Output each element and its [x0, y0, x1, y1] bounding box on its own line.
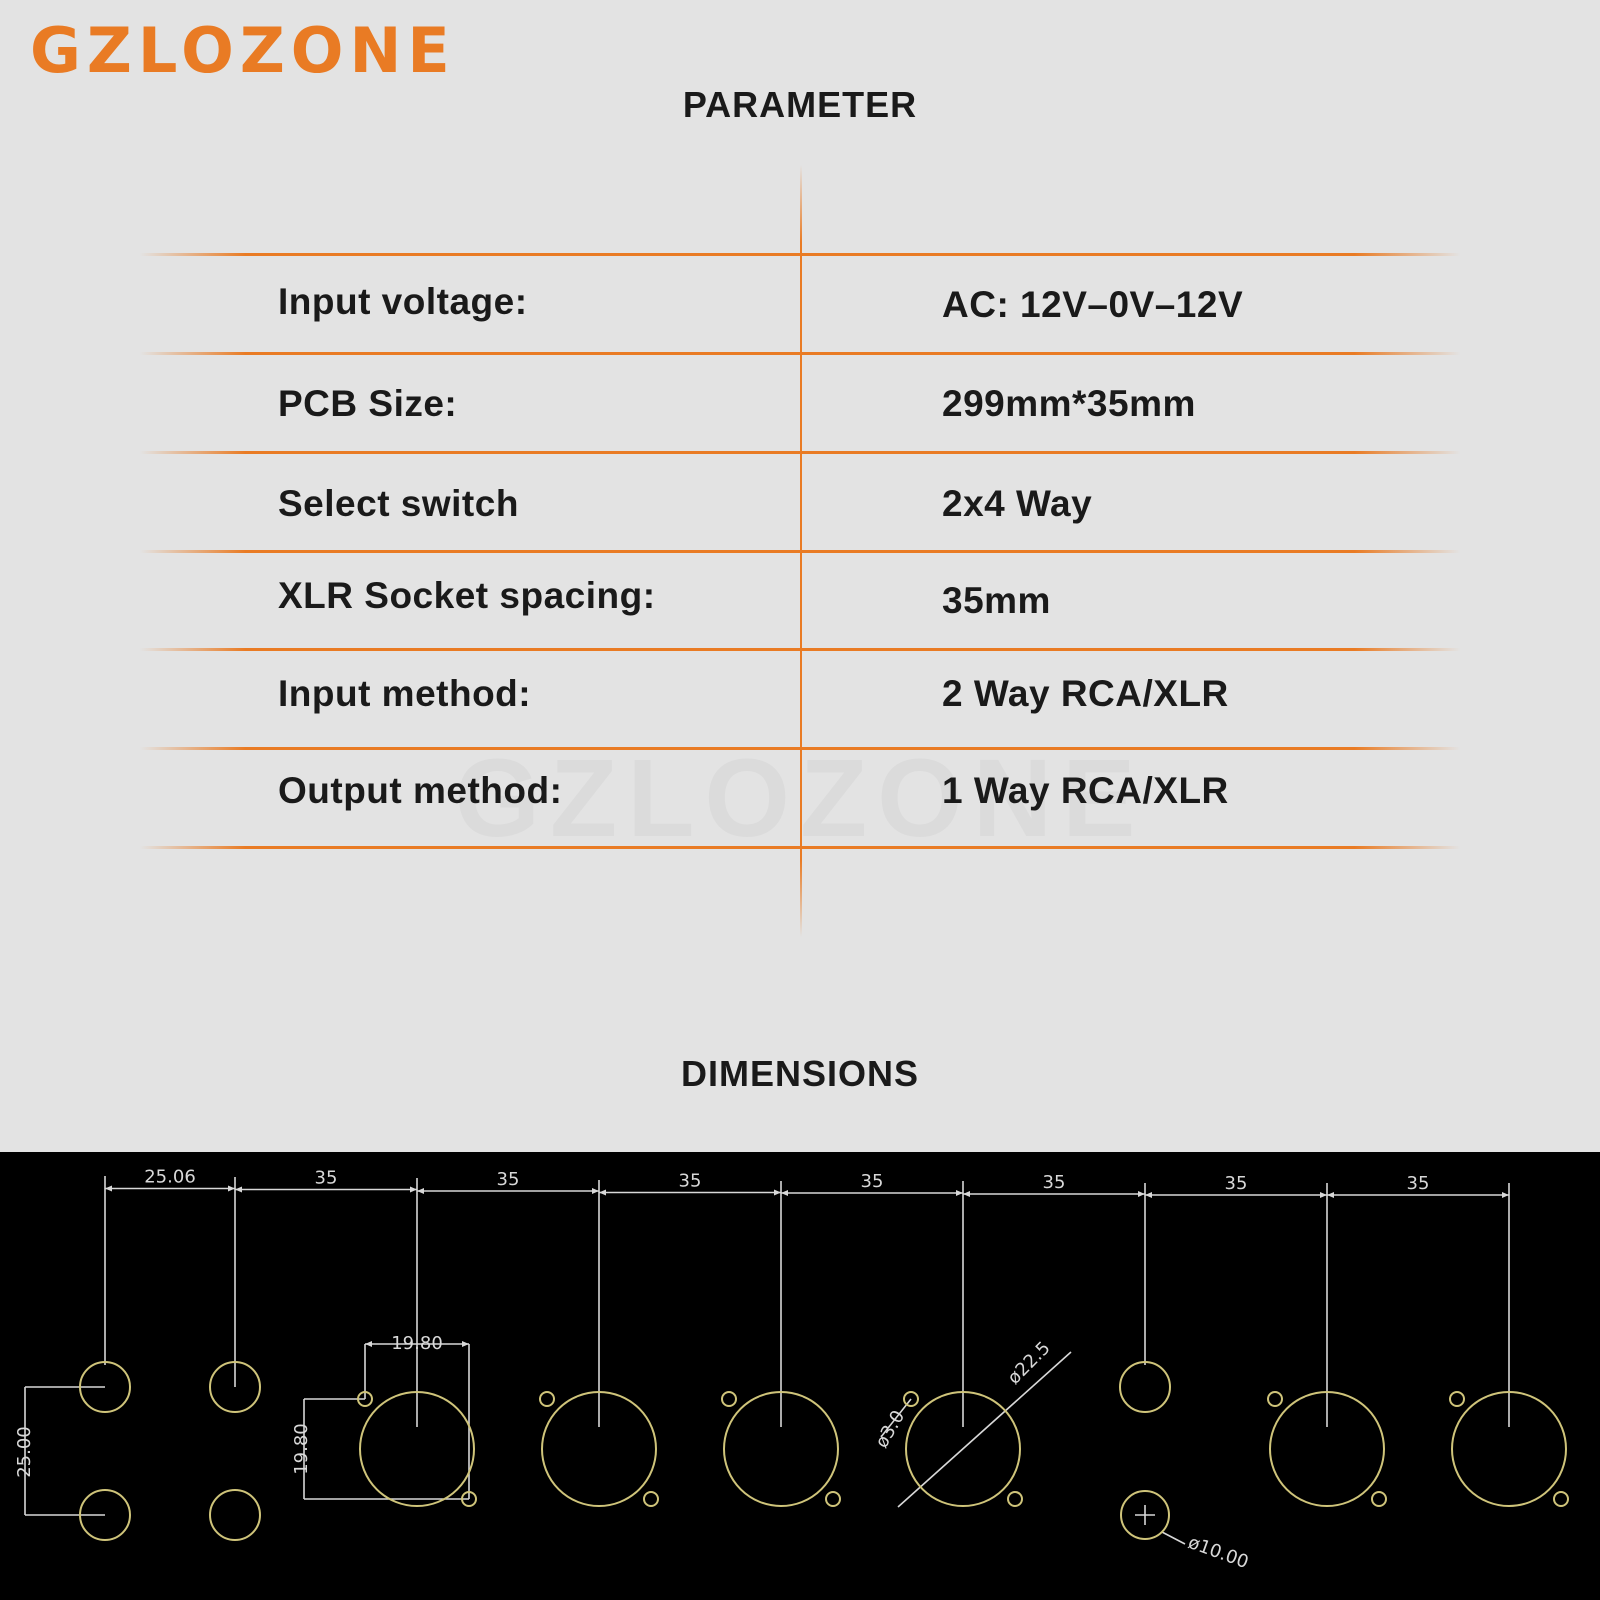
param-label-output-method: Output method: — [278, 770, 563, 811]
dimension-arrow — [592, 1188, 599, 1194]
table-rule — [140, 451, 1460, 454]
param-value-pcb-size: 299mm*35mm — [942, 383, 1196, 424]
param-label-input-voltage: Input voltage: — [278, 281, 528, 322]
dimensions-title: DIMENSIONS — [680, 1053, 920, 1094]
dimension-drawing — [0, 1152, 1600, 1600]
table-rule — [140, 253, 1460, 256]
dimension-drawing-svg — [0, 1152, 1600, 1600]
table-rule — [140, 648, 1460, 651]
param-value-select-switch: 2x4 Way — [942, 483, 1093, 524]
brand-logo: GZLOZONE — [30, 14, 456, 87]
rca-jack-outline — [210, 1490, 260, 1540]
dimension-arrow — [1327, 1192, 1334, 1198]
spacing-label-7: 35 — [1224, 1173, 1248, 1194]
xlr-diameter-label: ø22.5 — [1003, 1337, 1055, 1389]
knob-hole-label: ø10.00 — [1185, 1531, 1252, 1574]
table-rule — [140, 747, 1460, 750]
dimension-arrow — [417, 1188, 424, 1194]
param-value-input-voltage: AC: 12V–0V–12V — [942, 284, 1244, 325]
dimension-arrow — [781, 1190, 788, 1196]
mount-hole-outline — [540, 1392, 554, 1406]
table-rule — [140, 352, 1460, 355]
param-value-input-method: 2 Way RCA/XLR — [942, 673, 1229, 714]
mount-hole-outline — [722, 1392, 736, 1406]
param-value-xlr-spacing: 35mm — [942, 580, 1051, 621]
dimension-arrow — [228, 1186, 235, 1192]
param-label-pcb-size: PCB Size: — [278, 383, 458, 424]
xlr-height-label: 19.80 — [291, 1423, 312, 1475]
spacing-label-3: 35 — [496, 1169, 520, 1190]
diameter-leader-line — [898, 1352, 1071, 1507]
param-value-output-method: 1 Way RCA/XLR — [942, 770, 1229, 811]
dimension-arrow — [1138, 1191, 1145, 1197]
rca-vertical-label: 25.00 — [14, 1426, 35, 1478]
mount-hole-label: ø3.0 — [871, 1406, 910, 1452]
dimension-arrow — [105, 1186, 112, 1192]
mount-hole-outline — [826, 1492, 840, 1506]
dimension-arrow — [956, 1190, 963, 1196]
mount-hole-outline — [1554, 1492, 1568, 1506]
table-rule — [140, 846, 1460, 849]
mount-hole-outline — [1008, 1492, 1022, 1506]
dimension-arrow — [1320, 1192, 1327, 1198]
param-label-input-method: Input method: — [278, 673, 532, 714]
spacing-label-5: 35 — [860, 1171, 884, 1192]
mount-hole-outline — [644, 1492, 658, 1506]
rca-jack-outline — [1120, 1362, 1170, 1412]
xlr-width-label: 19.80 — [391, 1333, 443, 1354]
dimension-arrow — [462, 1341, 469, 1347]
dimension-arrow — [365, 1341, 372, 1347]
spacing-label-2: 35 — [314, 1167, 338, 1189]
spacing-label-1: 25.06 — [144, 1166, 196, 1188]
mount-hole-outline — [1450, 1392, 1464, 1406]
dimension-arrow — [599, 1190, 606, 1196]
parameter-title: PARAMETER — [682, 84, 918, 125]
spacing-label-4: 35 — [678, 1170, 702, 1192]
dimension-arrow — [1502, 1192, 1509, 1198]
spacing-label-8: 35 — [1406, 1173, 1430, 1194]
mount-hole-outline — [1268, 1392, 1282, 1406]
diameter-leader-line — [1162, 1532, 1185, 1544]
param-label-select-switch: Select switch — [278, 483, 519, 524]
dimension-arrow — [963, 1191, 970, 1197]
param-label-xlr-spacing: XLR Socket spacing: — [278, 575, 656, 616]
table-rule — [140, 550, 1460, 553]
mount-hole-outline — [1372, 1492, 1386, 1506]
dimension-arrow — [1145, 1192, 1152, 1198]
dimension-arrow — [235, 1187, 242, 1193]
dimension-arrow — [774, 1190, 781, 1196]
dimension-arrow — [410, 1187, 417, 1193]
spacing-label-6: 35 — [1042, 1172, 1066, 1193]
